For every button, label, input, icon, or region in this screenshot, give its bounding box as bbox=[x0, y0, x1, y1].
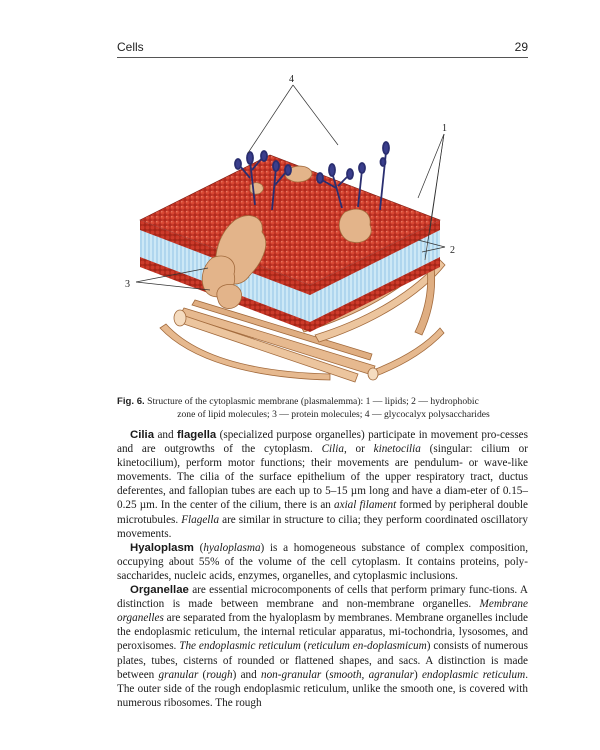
membrane-illustration bbox=[100, 60, 500, 390]
text-run: ( bbox=[300, 640, 308, 653]
term-hyaloplasm: Hyaloplasm bbox=[130, 541, 194, 554]
caption-line-2: zone of lipid molecules; 3 — protein molecules; 4 — glycocalyx polysaccharides bbox=[177, 408, 490, 420]
text-run: are separated from the hyaloplasm by membranes. Membrane organelles include the endoplasmic reticulum, the internal reticular apparatus, mi-tochondria, lysosomes, and peroxisomes. bbox=[117, 612, 528, 653]
text-run: ( bbox=[198, 668, 207, 681]
text-run: are similar in structure to cilia; they perform coordinated oscillatory movements. bbox=[117, 513, 528, 540]
figure-caption bbox=[117, 396, 528, 421]
italic-run: Membrane organelles bbox=[117, 598, 528, 625]
protein-molecule bbox=[339, 209, 371, 242]
term-organellae: Organellae bbox=[130, 584, 189, 597]
tube-opening bbox=[174, 310, 186, 326]
italic-run: hyaloplasma bbox=[203, 541, 261, 554]
text-run: formed by peripheral double microtubules. bbox=[117, 499, 528, 526]
text-run: . The outer side of the rough endoplasmic reticulum, unlike the smooth one, is covered with numerous ribosomes. The rough bbox=[117, 668, 528, 709]
callout-2: 2 bbox=[450, 245, 455, 256]
italic-run: reticulum en-doplasmicum bbox=[307, 640, 427, 653]
italic-run: kinetocilia bbox=[373, 443, 421, 456]
text-run: are essential microcomponents of cells that perform primary func-tions. A distinction is made between membrane and non-membrane organelles. bbox=[117, 584, 528, 611]
protein-molecule bbox=[217, 284, 242, 308]
paragraph-organellae bbox=[117, 583, 528, 710]
section-title: Cells bbox=[117, 40, 144, 54]
body-text bbox=[117, 428, 528, 710]
text-run: and bbox=[154, 429, 177, 441]
callout-4: 4 bbox=[289, 74, 294, 85]
paragraph-cilia bbox=[117, 428, 528, 541]
italic-run: granular bbox=[158, 668, 199, 681]
italic-run: rough bbox=[206, 668, 233, 681]
paragraph-hyaloplasm bbox=[117, 541, 528, 583]
italic-run: The endoplasmic reticulum bbox=[179, 640, 301, 653]
italic-run: smooth, agranular bbox=[329, 668, 414, 681]
membrane-figure bbox=[100, 60, 500, 390]
italic-run: axial filament bbox=[334, 499, 397, 512]
text-run: ) is a homogeneous substance of complex composition, occupying about 55% of the volume of the cell cytoplasm. It contains proteins, poly-saccharides, nucleic acids, enzymes, organelles, and cytoplasmic inclusions. bbox=[117, 541, 528, 582]
italic-run: Flagella bbox=[181, 513, 220, 526]
callout-1: 1 bbox=[442, 123, 447, 134]
text-run: (specialized purpose organelles) participate in movement pro-cesses and are outgrowths of the cytoplasm. bbox=[117, 429, 528, 456]
italic-run: non-granular bbox=[260, 668, 322, 681]
cilium-tube bbox=[368, 328, 444, 378]
page-number: 29 bbox=[514, 40, 528, 54]
text-run: (singular: cilium or kinetocilium), perform motor functions; their movements are pendulum- or wave-like movements. The cilia of the surface epithelium of the upper respiratory tract, ductus deferentes, and fallopian tubes are each up to 5–15 µm long and have a diam-eter of 0.15–0.25 µm. In the center of the cilium, there is an bbox=[117, 443, 528, 512]
caption-line-1: Structure of the cytoplasmic membrane (plasmalemma): 1 — lipids; 2 — hydrophobic bbox=[147, 396, 479, 407]
term-flagella: flagella bbox=[176, 429, 217, 441]
text-run: ) and bbox=[232, 668, 261, 681]
text-run: ) bbox=[413, 668, 422, 681]
tube-opening bbox=[368, 368, 378, 380]
callout-3: 3 bbox=[125, 279, 130, 290]
running-head bbox=[117, 40, 528, 54]
italic-run: Cilia bbox=[321, 443, 344, 456]
italic-run: endoplasmic reticulum bbox=[421, 668, 526, 681]
header-rule bbox=[117, 57, 528, 58]
text-run: ( bbox=[321, 668, 330, 681]
text-run: ( bbox=[193, 541, 204, 554]
figure-label: Fig. 6. bbox=[117, 396, 145, 407]
text-run: , or bbox=[343, 443, 374, 456]
term-cilia: Cilia bbox=[130, 429, 155, 441]
text-run: ) consists of numerous plates, tubes, cisterns of rounded or flattened shapes, and sacs. A distinction is made between bbox=[117, 640, 528, 681]
